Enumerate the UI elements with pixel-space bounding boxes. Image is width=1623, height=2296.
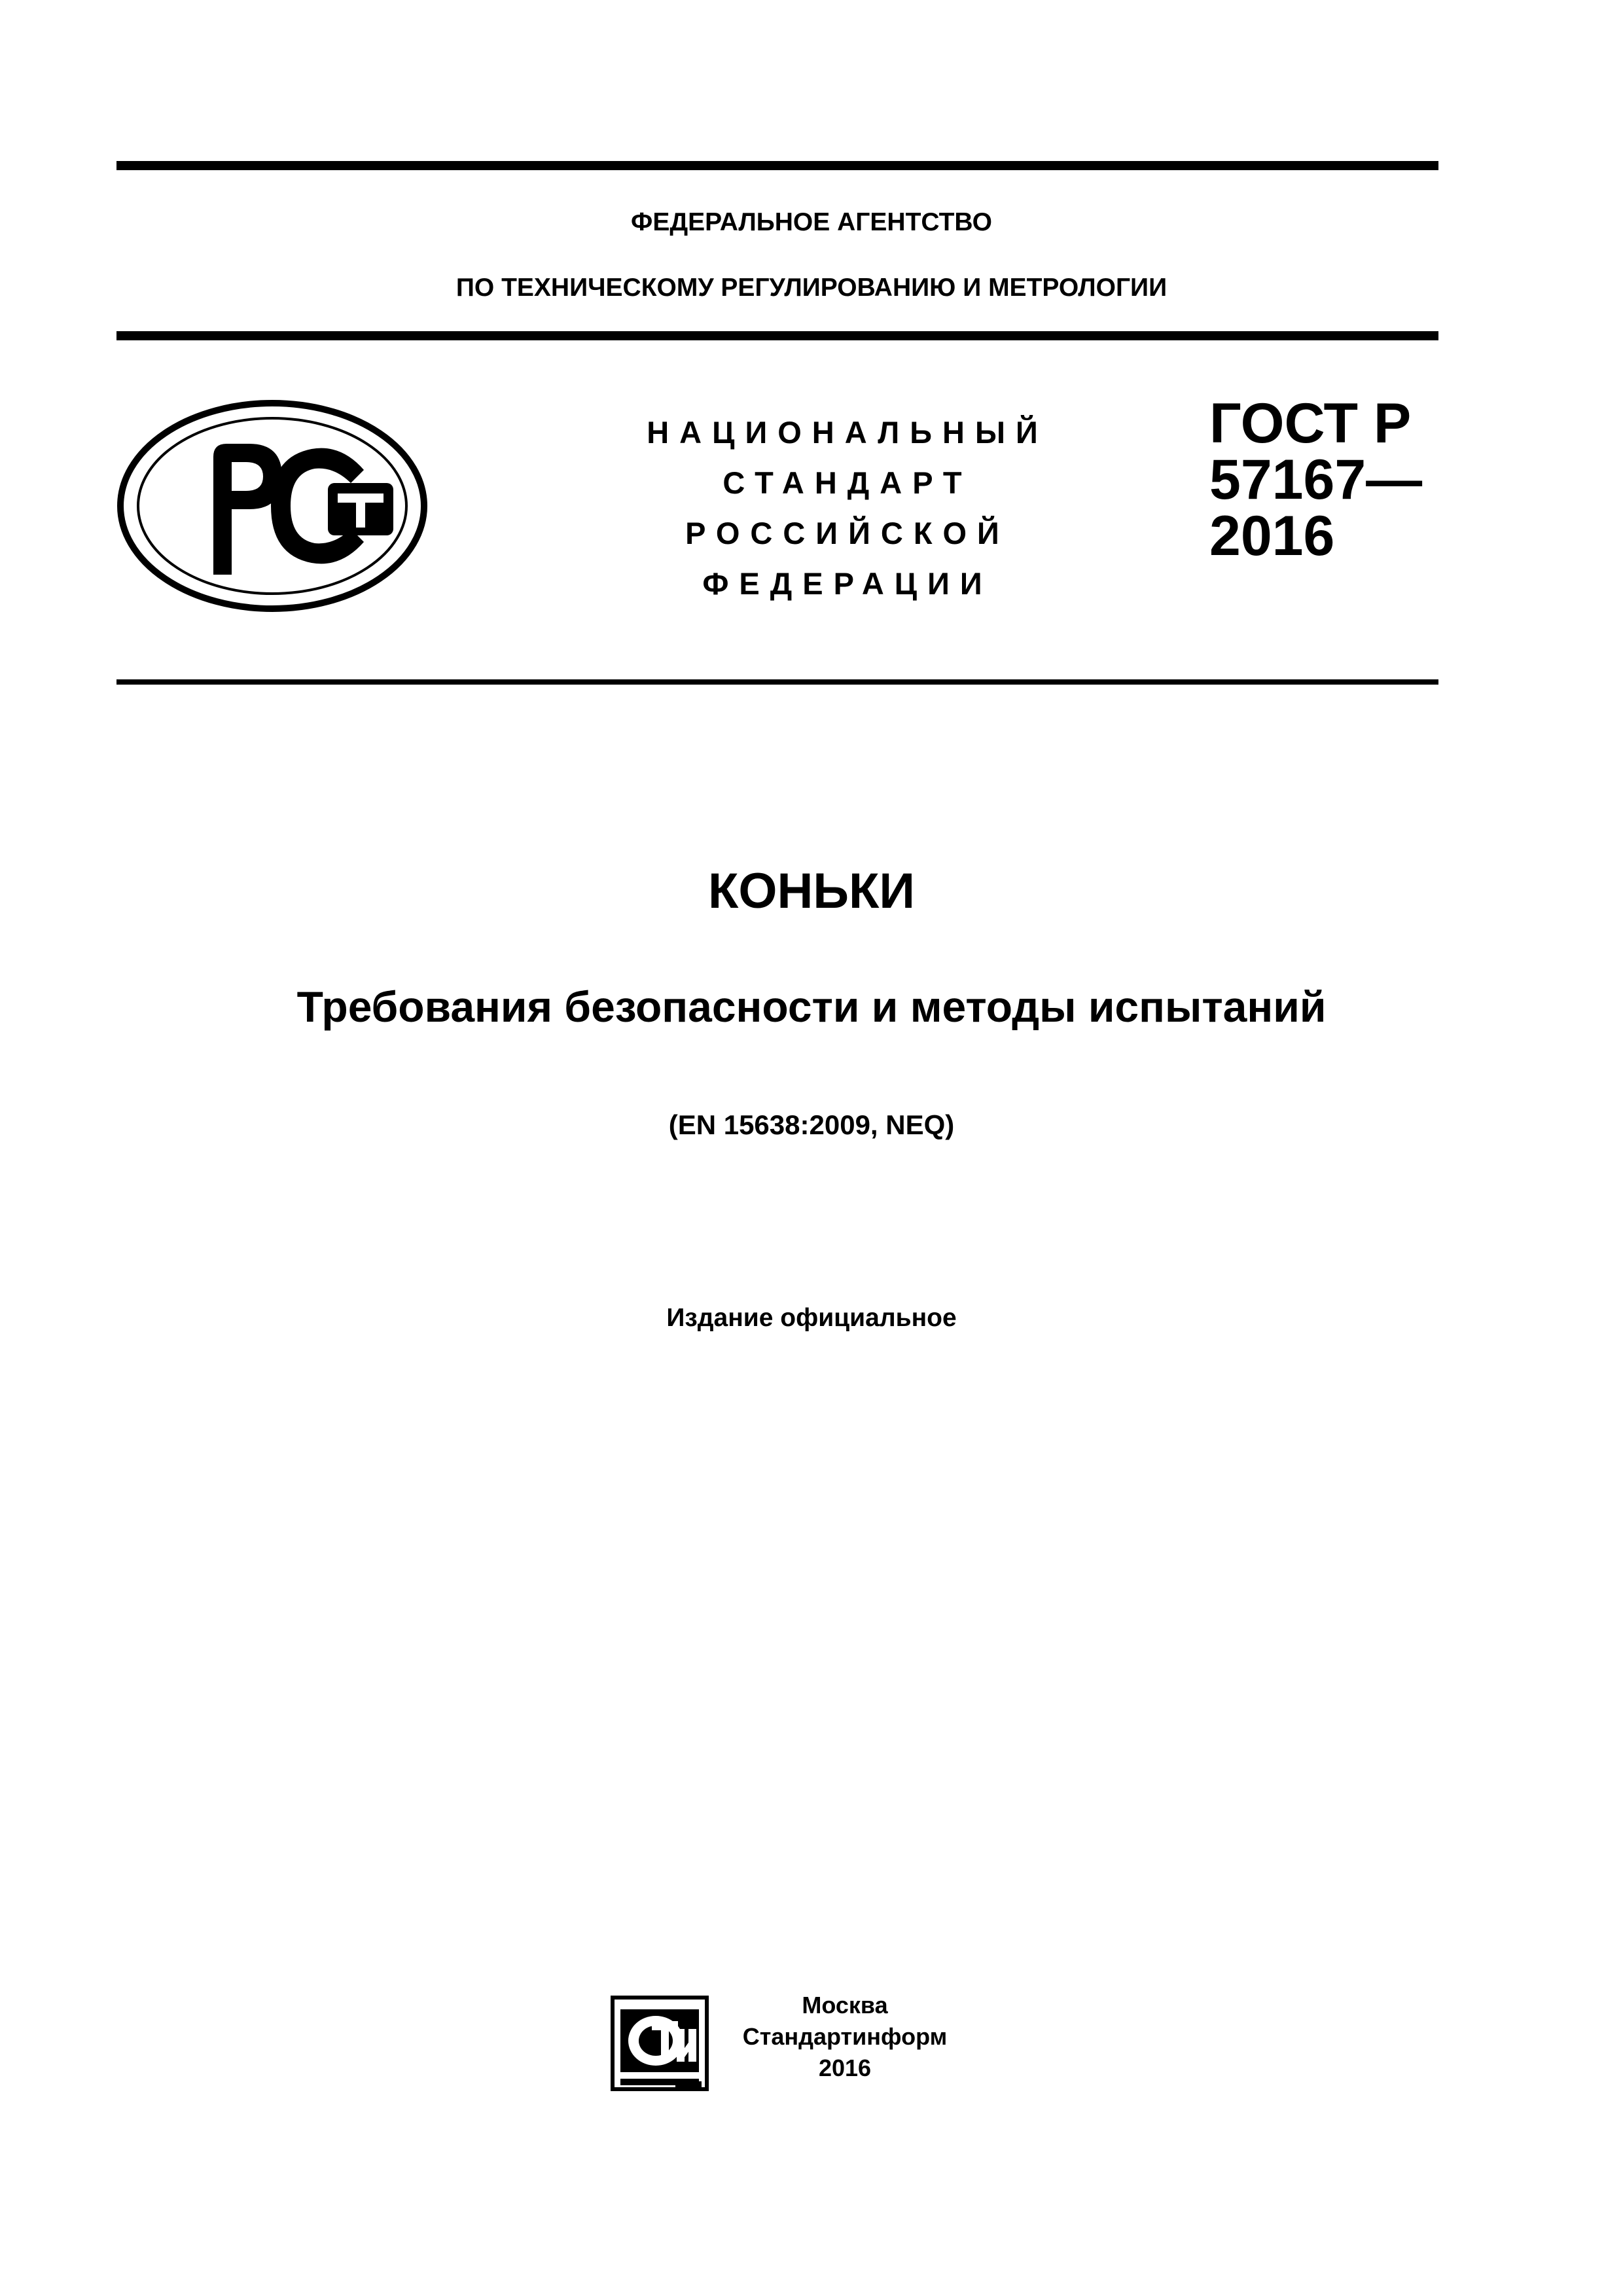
gost-code xyxy=(1209,392,1423,567)
document-title: КОНЬКИ xyxy=(707,863,916,919)
masthead-bottom-rule xyxy=(116,679,1438,685)
gost-code-line-3: 2016 xyxy=(1209,505,1335,567)
header-bottom-rule xyxy=(116,331,1438,340)
agency-line-2: ПО ТЕХНИЧЕСКОМУ РЕГУЛИРОВАНИЮ И МЕТРОЛОГИИ xyxy=(455,274,1168,302)
publisher-city: Москва xyxy=(802,1992,888,2018)
top-rule xyxy=(116,161,1438,170)
standard-reference: (EN 15638:2009, NEQ) xyxy=(668,1109,955,1140)
gost-code-line-2: 57167— xyxy=(1209,448,1423,511)
national-line-1: НАЦИОНАЛЬНЫЙ xyxy=(647,415,1048,450)
document-subtitle: Требования безопасности и методы испытаний xyxy=(296,982,1327,1031)
edition-note: Издание официальное xyxy=(666,1304,957,1332)
national-line-2: СТАНДАРТ xyxy=(722,465,972,500)
gost-code-line-1: ГОСТ Р xyxy=(1209,392,1412,455)
national-standard-label xyxy=(586,407,1109,609)
national-line-3: РОССИЙСКОЙ xyxy=(685,516,1010,550)
agency-line-1: ФЕДЕРАЛЬНОЕ АГЕНТСТВО xyxy=(631,208,992,236)
publisher-year: 2016 xyxy=(818,2054,872,2081)
national-line-4: ФЕДЕРАЦИИ xyxy=(702,566,993,601)
publisher-block xyxy=(737,1990,953,2084)
pct-logo-icon xyxy=(115,398,429,614)
publisher-name: Стандартинформ xyxy=(742,2023,948,2050)
sti-logo-icon xyxy=(610,1995,712,2094)
